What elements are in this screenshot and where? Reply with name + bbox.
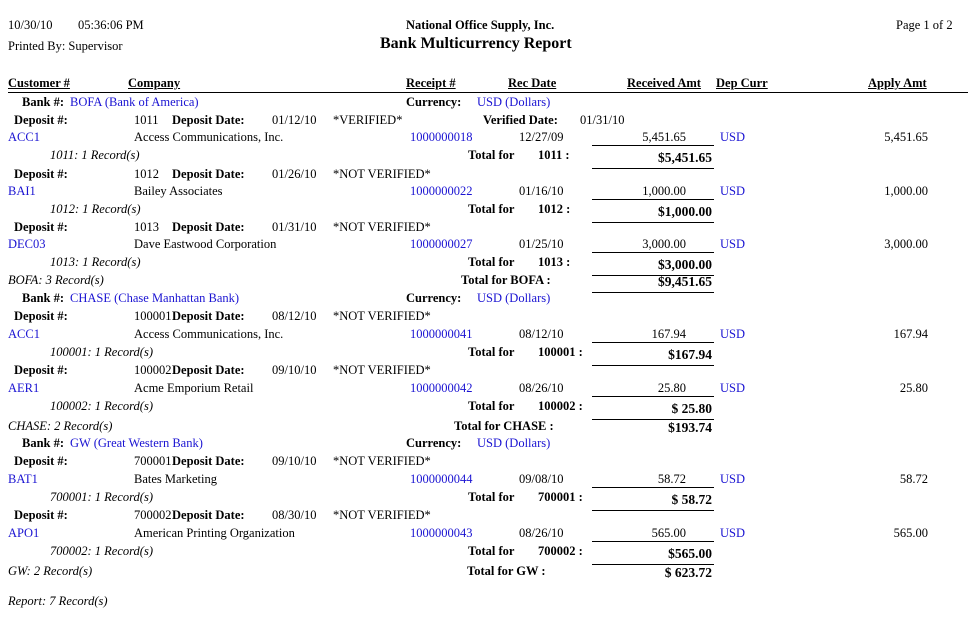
verified-date: 01/31/10 [580,113,625,127]
deposit-number: 1013 [134,220,159,234]
subtotal-rule [592,342,714,343]
subtotal-rule [592,199,714,200]
rec-date: 01/16/10 [519,184,564,198]
apply-amt: 565.00 [893,526,928,540]
deposit-date: 01/12/10 [272,113,317,127]
deposit-date-label: Deposit Date: [172,363,245,377]
received-amt: 5,451.65 [642,130,686,144]
dep-curr: USD [720,130,746,144]
dep-curr: USD [720,381,746,395]
currency-value[interactable]: USD (Dollars) [477,95,551,109]
bank-total-rule [592,292,714,293]
currency-value[interactable]: USD (Dollars) [477,291,551,305]
rec-date: 08/26/10 [519,381,564,395]
apply-amt: 25.80 [899,381,928,395]
col-customer: Customer # [8,76,70,90]
customer-company: Access Communications, Inc. [134,327,284,341]
deposit-label: Deposit #: [14,363,68,377]
deposit-number: 700002 [134,508,172,522]
dep-curr: USD [720,184,746,198]
total-for-number: 1012 : [538,202,571,216]
dep-curr: USD [720,237,746,251]
subtotal-rule [592,396,714,397]
subtotal-rule [592,541,714,542]
deposit-date-label: Deposit Date: [172,220,245,234]
bank-total-label: Total for BOFA : [461,273,551,287]
report-records: Report: 7 Record(s) [8,594,108,608]
receipt-link[interactable]: 1000000044 [410,472,473,486]
received-amt: 3,000.00 [642,237,686,251]
subtotal-rule-bottom [592,365,714,366]
receipt-link[interactable]: 1000000027 [410,237,473,251]
dep-curr: USD [720,327,746,341]
deposit-records: 700001: 1 Record(s) [50,490,153,504]
customer-company: Access Communications, Inc. [134,130,284,144]
verified-status: *VERIFIED* [333,113,403,127]
receipt-link[interactable]: 1000000022 [410,184,473,198]
customer-link[interactable]: ACC1 [8,327,40,341]
bank-number-link[interactable] [70,291,239,306]
deposit-total: $ 25.80 [671,401,712,416]
deposit-number: 100001 [134,309,172,323]
col-apply-amt: Apply Amt [868,76,927,90]
deposit-date: 09/10/10 [272,454,317,468]
currency-label: Currency: [406,95,462,109]
customer-link[interactable]: DEC03 [8,237,46,251]
verified-status: *NOT VERIFIED* [333,454,431,468]
deposit-records: 100001: 1 Record(s) [50,345,153,359]
received-amt: 167.94 [651,327,686,341]
total-for-label: Total for [468,544,515,558]
col-rec-date: Rec Date [508,76,557,90]
page-indicator: Page 1 of 2 [896,18,953,32]
total-for-number: 100002 : [538,399,583,413]
bank-number-link[interactable] [70,95,199,110]
bank-label: Bank #: [22,291,65,305]
total-for-label: Total for [468,255,515,269]
customer-link[interactable]: ACC1 [8,130,40,144]
bank-total-amount: $ 623.72 [664,565,712,580]
deposit-records: 1011: 1 Record(s) [50,148,140,162]
deposit-records: 1013: 1 Record(s) [50,255,141,269]
deposit-label: Deposit #: [14,508,68,522]
total-for-number: 1013 : [538,255,571,269]
customer-link[interactable]: APO1 [8,526,40,540]
rec-date: 09/08/10 [519,472,564,486]
deposit-label: Deposit #: [14,113,68,127]
deposit-number: 700001 [134,454,172,468]
bank-records: CHASE: 2 Record(s) [8,419,113,433]
bank-label: Bank #: [22,436,65,450]
receipt-link[interactable]: 1000000043 [410,526,473,540]
customer-link[interactable]: AER1 [8,381,40,395]
bank-name: (Bank of America) [104,95,199,109]
apply-amt: 58.72 [899,472,928,486]
received-amt: 565.00 [651,526,686,540]
customer-company: Dave Eastwood Corporation [134,237,277,251]
deposit-label: Deposit #: [14,220,68,234]
deposit-label: Deposit #: [14,454,68,468]
customer-link[interactable]: BAI1 [8,184,36,198]
deposit-date-label: Deposit Date: [172,508,245,522]
deposit-total: $167.94 [668,347,712,362]
receipt-link[interactable]: 1000000041 [410,327,473,341]
deposit-date-label: Deposit Date: [172,167,245,181]
bank-records: BOFA: 3 Record(s) [8,273,104,287]
subtotal-rule-bottom [592,168,714,169]
deposit-total: $1,000.00 [658,204,712,219]
rec-date: 12/27/09 [519,130,564,144]
header-divider [8,92,968,93]
received-amt: 1,000.00 [642,184,686,198]
bank-number: GW [70,436,91,450]
verified-status: *NOT VERIFIED* [333,363,431,377]
deposit-number: 1012 [134,167,159,181]
col-company: Company [128,76,181,90]
deposit-total: $3,000.00 [658,257,712,272]
bank-number: BOFA [70,95,102,109]
apply-amt: 167.94 [893,327,928,341]
deposit-total: $5,451.65 [658,150,712,165]
printed-by: Printed By: Supervisor [8,39,123,53]
report-time: 05:36:06 PM [78,18,144,32]
dep-curr: USD [720,526,746,540]
currency-label: Currency: [406,436,462,450]
apply-amt: 1,000.00 [884,184,928,198]
subtotal-rule [592,487,714,488]
total-for-label: Total for [468,490,515,504]
bank-total-amount: $9,451.65 [658,274,712,289]
col-dep-curr: Dep Curr [716,76,768,90]
total-for-number: 100001 : [538,345,583,359]
deposit-total: $565.00 [668,546,712,561]
col-received-amt: Received Amt [627,76,701,90]
apply-amt: 5,451.65 [884,130,928,144]
deposit-date: 08/30/10 [272,508,317,522]
verified-status: *NOT VERIFIED* [333,508,431,522]
deposit-records: 100002: 1 Record(s) [50,399,153,413]
receipt-link[interactable]: 1000000018 [410,130,473,144]
verified-status: *NOT VERIFIED* [333,220,431,234]
bank-records: GW: 2 Record(s) [8,564,93,578]
customer-company: Acme Emporium Retail [134,381,254,395]
verified-date-label: Verified Date: [483,113,558,127]
company-name: National Office Supply, Inc. [406,18,555,32]
deposit-date-label: Deposit Date: [172,454,245,468]
rec-date: 08/12/10 [519,327,564,341]
deposit-number: 100002 [134,363,172,377]
bank-number: CHASE [70,291,111,305]
rec-date: 01/25/10 [519,237,564,251]
bank-number-link[interactable] [70,436,203,451]
total-for-label: Total for [468,345,515,359]
customer-link[interactable]: BAT1 [8,472,38,486]
currency-value[interactable]: USD (Dollars) [477,436,551,450]
deposit-records: 1012: 1 Record(s) [50,202,141,216]
bank-total-label: Total for GW : [467,564,546,578]
bank-total-amount: $193.74 [668,420,712,435]
subtotal-rule-bottom [592,222,714,223]
received-amt: 58.72 [657,472,686,486]
deposit-date-label: Deposit Date: [172,309,245,323]
deposit-number: 1011 [134,113,159,127]
customer-company: Bailey Associates [134,184,223,198]
col-receipt: Receipt # [406,76,456,90]
deposit-date: 09/10/10 [272,363,317,377]
total-for-number: 700001 : [538,490,583,504]
verified-status: *NOT VERIFIED* [333,167,431,181]
subtotal-rule [592,252,714,253]
deposit-date: 01/26/10 [272,167,317,181]
page-title: Bank Multicurrency Report [380,35,572,52]
total-for-label: Total for [468,202,515,216]
received-amt: 25.80 [657,381,686,395]
bank-total-label: Total for CHASE : [454,419,554,433]
customer-company: American Printing Organization [134,526,295,540]
total-for-label: Total for [468,148,515,162]
total-for-number: 1011 : [538,148,570,162]
receipt-link[interactable]: 1000000042 [410,381,473,395]
total-for-number: 700002 : [538,544,583,558]
total-for-label: Total for [468,399,515,413]
deposit-label: Deposit #: [14,167,68,181]
subtotal-rule [592,145,714,146]
verified-status: *NOT VERIFIED* [333,309,431,323]
report-date: 10/30/10 [8,18,53,32]
dep-curr: USD [720,472,746,486]
deposit-date-label: Deposit Date: [172,113,245,127]
deposit-records: 700002: 1 Record(s) [50,544,153,558]
bank-name: (Chase Manhattan Bank) [114,291,240,305]
subtotal-rule-bottom [592,510,714,511]
deposit-date: 01/31/10 [272,220,317,234]
customer-company: Bates Marketing [134,472,217,486]
bank-name: (Great Western Bank) [93,436,203,450]
deposit-date: 08/12/10 [272,309,317,323]
rec-date: 08/26/10 [519,526,564,540]
bank-label: Bank #: [22,95,65,109]
currency-label: Currency: [406,291,462,305]
deposit-label: Deposit #: [14,309,68,323]
apply-amt: 3,000.00 [884,237,928,251]
deposit-total: $ 58.72 [671,492,712,507]
